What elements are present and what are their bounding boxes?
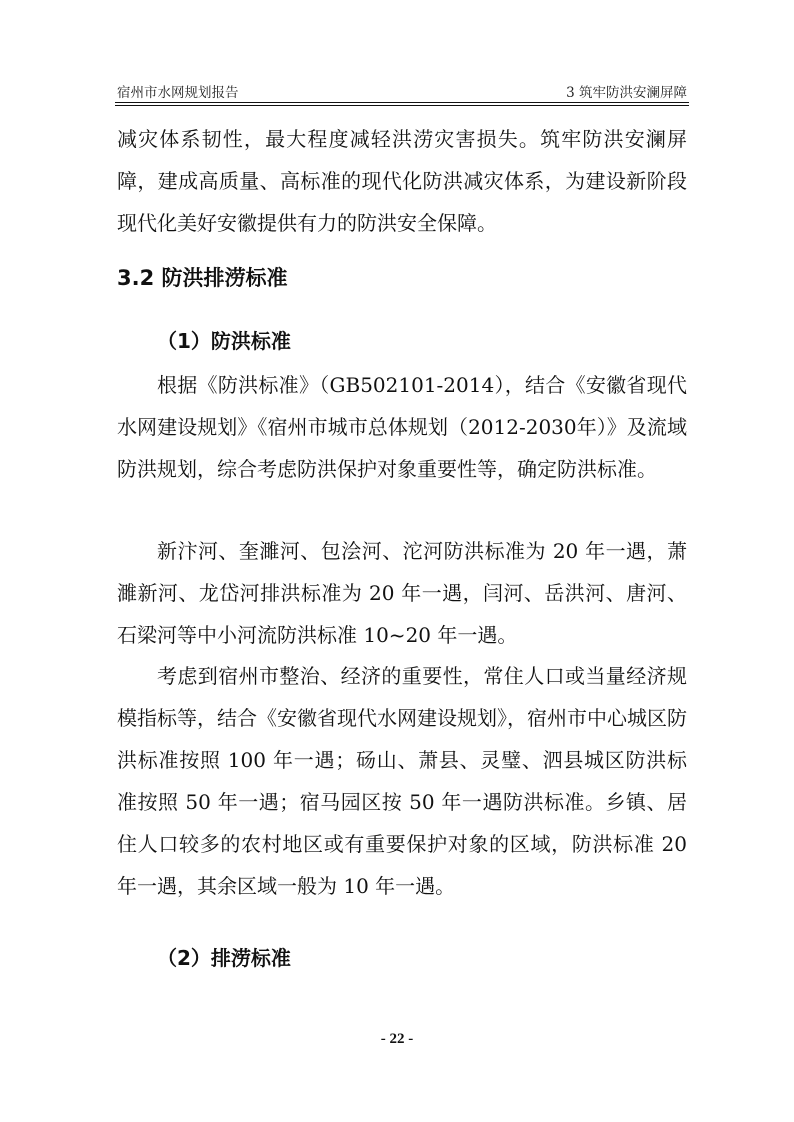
paragraph-river-standards [117, 530, 687, 656]
paragraph-text: 新汴河、奎濉河、包浍河、沱河防洪标准为 20 年一遇，萧濉新河、龙岱河排洪标准为 20 年一遇，闫河、岳洪河、唐河、石梁河等中小河流防洪标准 10~20 年一遇。 [117, 539, 687, 647]
section-heading: 3.2 防洪排涝标准 [117, 266, 288, 290]
header-rule-thick [115, 102, 689, 103]
paragraph-text: 减灾体系韧性，最大程度减轻洪涝灾害损失。筑牢防洪安澜屏障，建成高质量、高标准的现代化防洪减灾体系，为建设新阶段现代化美好安徽提供有力的防洪安全保障。 [117, 127, 687, 235]
subsection-heading-drainage: （2）排涝标准 [157, 946, 291, 970]
paragraph-city-standards [117, 655, 687, 907]
subsection-heading-flood: （1）防洪标准 [157, 329, 291, 353]
header-rule-thin [115, 105, 689, 106]
header-report-title: 宿州市水网规划报告 [117, 85, 239, 101]
paragraph-text: 根据《防洪标准》（GB502101-2014），结合《安徽省现代水网建设规划》《宿州市城市总体规划（2012-2030年）》及流域防洪规划，综合考虑防洪保护对象重要性等，确定防洪标准。 [117, 373, 687, 481]
paragraph-text: 考虑到宿州市整治、经济的重要性，常住人口或当量经济规模指标等，结合《安徽省现代水网建设规划》，宿州市中心城区防洪标准按照 100 年一遇；砀山、萧县、灵璧、泗县城区防洪标准按照 50 年一遇；宿马园区按 50 年一遇防洪标准。乡镇、居住人口较多的农村地区或有重要保护对象的区域，防洪标准 20 年一遇，其余区域一般为 10 年一遇。 [117, 664, 687, 898]
page-header [117, 81, 687, 103]
header-chapter-title: 3 筑牢防洪安澜屏障 [566, 85, 687, 101]
paragraph-continued [117, 118, 687, 244]
paragraph-basis [117, 364, 687, 490]
page-number: - 22 - [380, 1031, 414, 1047]
